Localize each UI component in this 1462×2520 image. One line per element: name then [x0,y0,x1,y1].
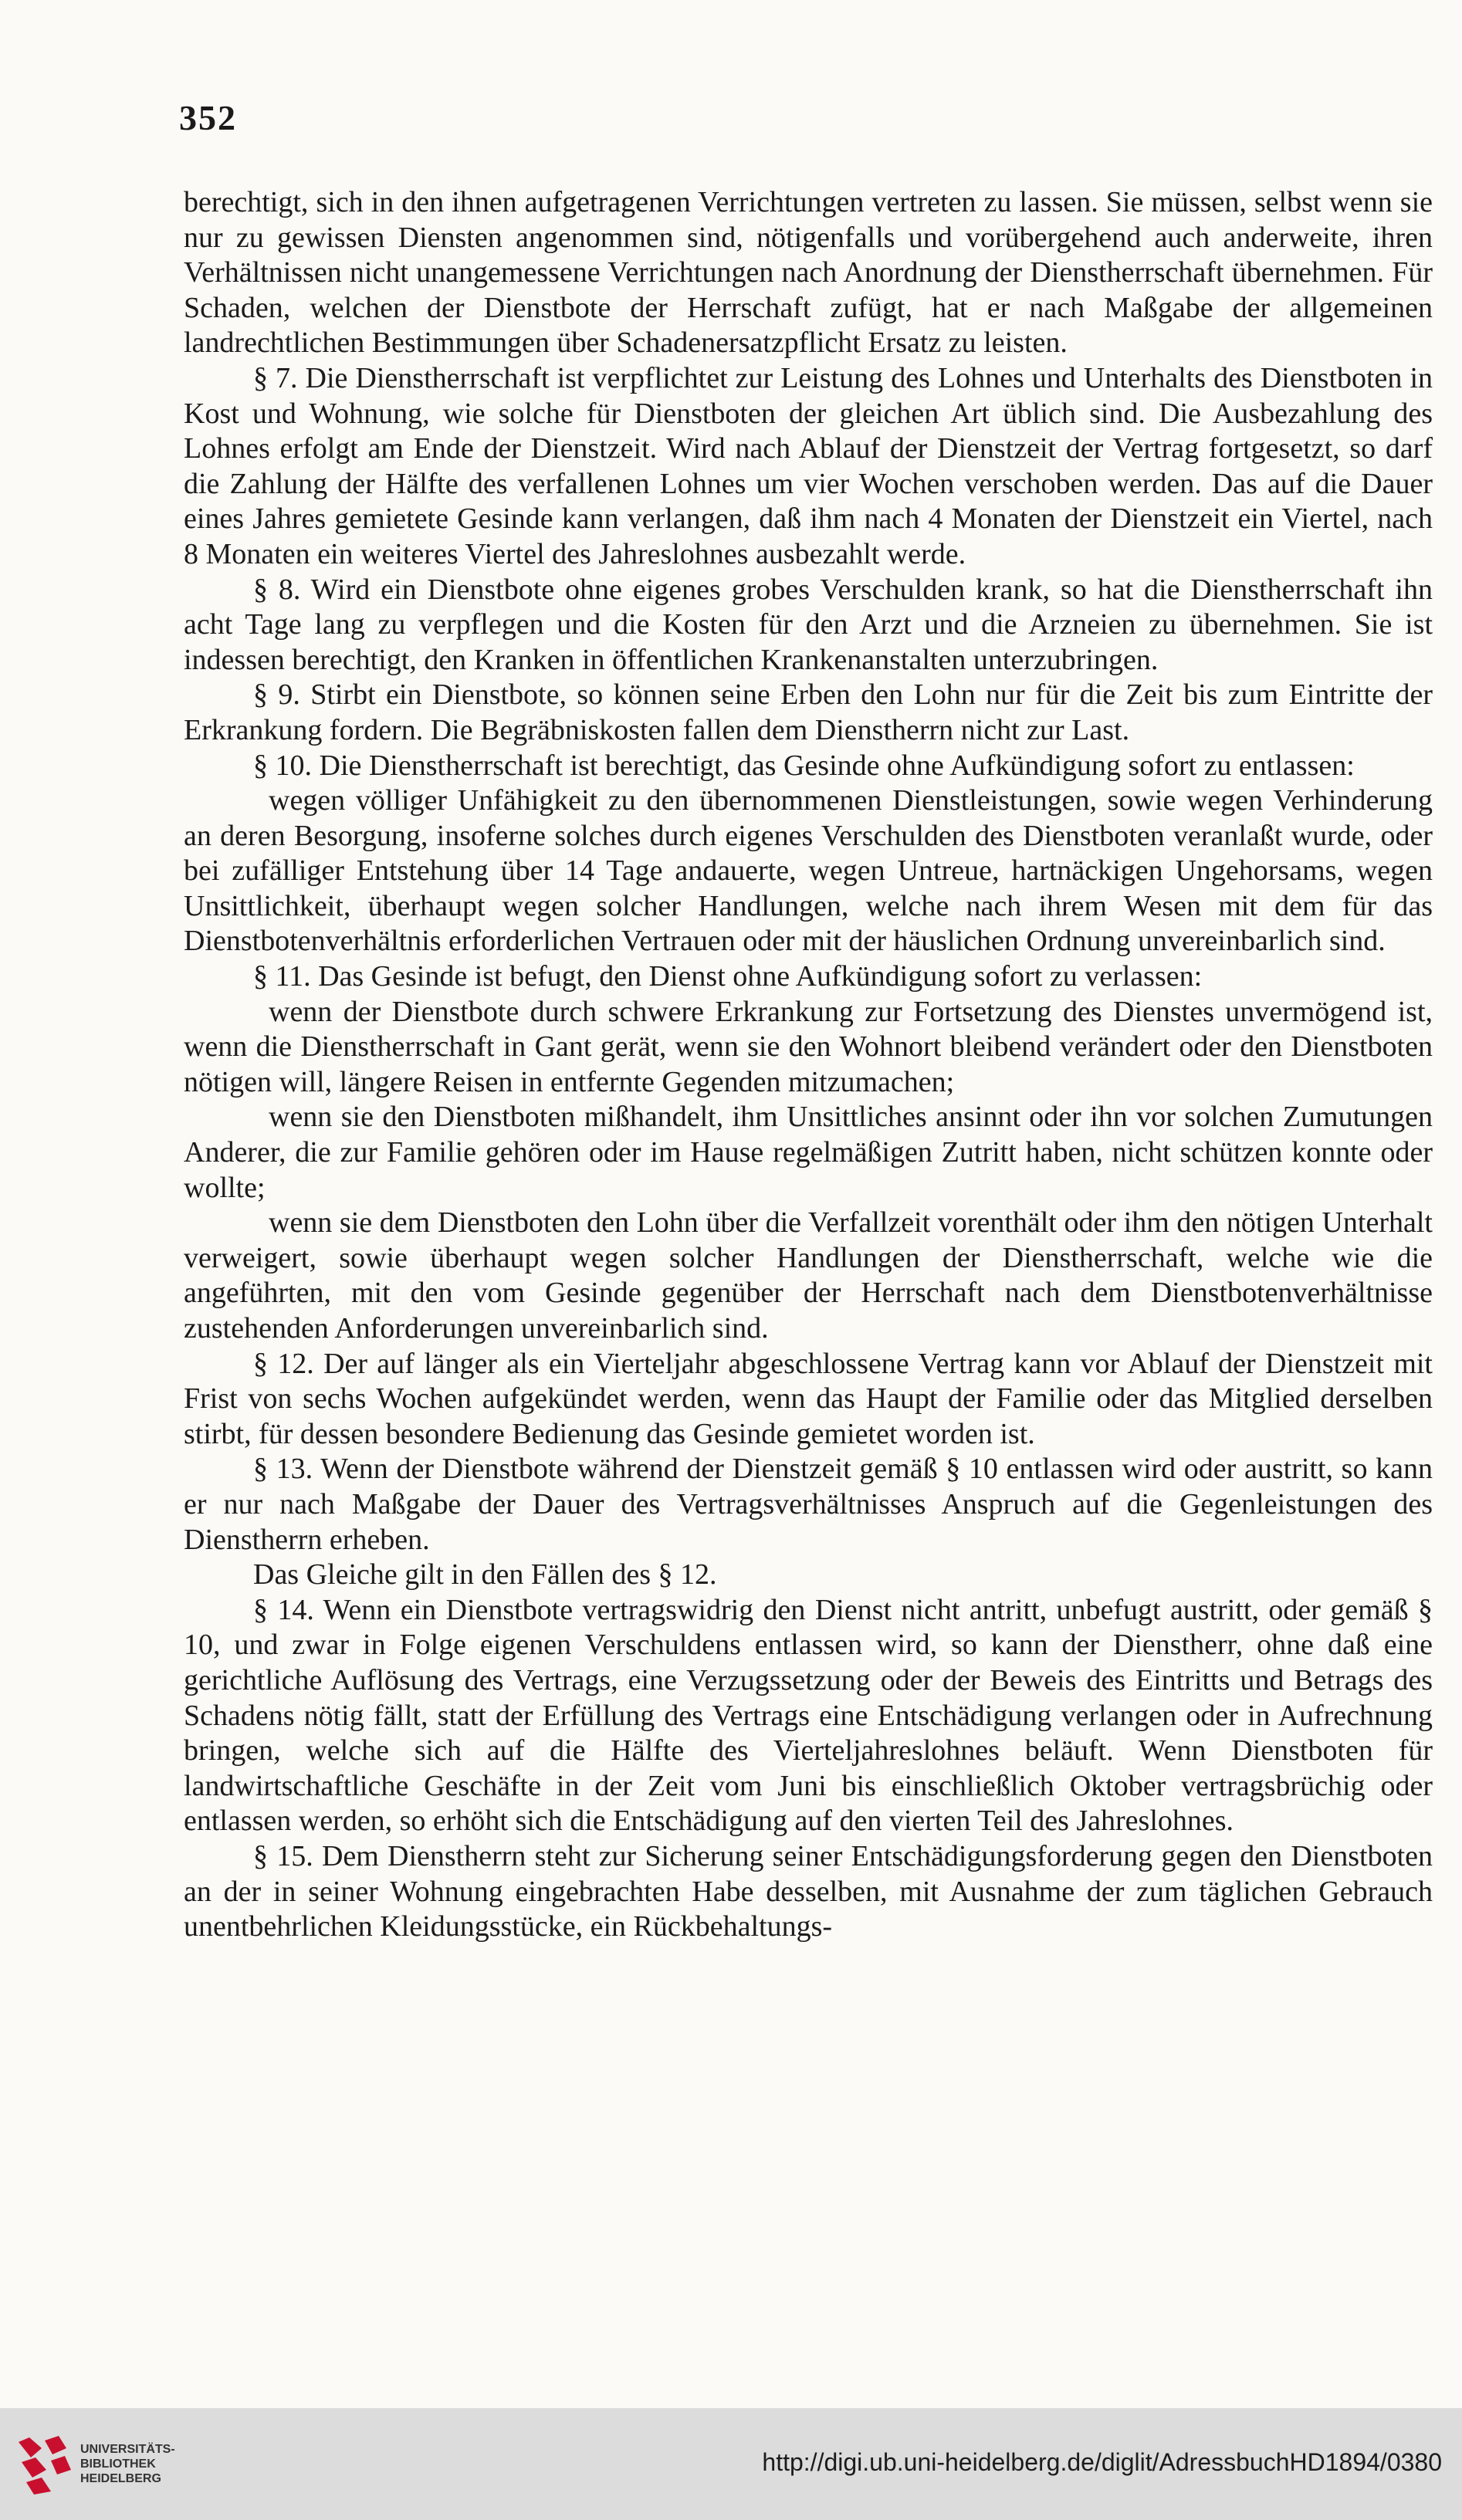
page-number: 352 [179,98,237,137]
paragraph-section-13: § 13. Wenn der Dienstbote während der Dienstzeit gemäß § 10 entlassen wird oder austritt, so kann er nur nach Maßgabe der Dauer des Vertragsverhältnisses Anspruch auf die Gegenleistungen des Dienstherrn erheben. [184,1453,1433,1556]
logo-line: UNIVERSITÄTS- [80,2443,175,2456]
logo-line: HEIDELBERG [80,2472,161,2485]
library-emblem-icon [15,2434,74,2496]
paragraph-section-7: § 7. Die Dienstherrschaft ist verpflichtet zur Leistung des Lohnes und Unterhalts des Dienstboten in Kost und Wohnung, wie solche für Dienstboten der gleichen Art üblich sind. Die Ausbezahlung des Lohnes erfolgt am Ende der Dienstzeit. Wird nach Ablauf der Dienstzeit der Vertrag fortgesetzt, so darf die Zahlung der Hälfte des verfallenen Lohnes um vier Wochen verschoben werden. Das auf die Dauer eines Jahres gemietete Gesinde kann verlangen, daß ihm nach 4 Monaten der Dienstzeit ein Viertel, nach 8 Monaten ein weiteres Viertel des Jahreslohnes ausbezahlt werde. [184,361,1433,570]
paragraph-section-10: § 10. Die Dienstherrschaft ist berechtigt, das Gesinde ohne Aufkündigung sofort zu entlassen: [253,749,1355,782]
logo-line: BIBLIOTHEK [80,2457,156,2471]
paragraph: berechtigt, sich in den ihnen aufgetragenen Verrichtungen vertreten zu lassen. Sie müssen, selbst wenn sie nur zu gewissen Diensten angenommen sind, nötigenfalls und vorübergehend auch anderweite, ihren Verhältnissen nicht unangemessene Verrichtungen nach Anordnung der Dienstherrschaft übernehmen. Für Schaden, welchen der Dienstbote der Herrschaft zufügt, hat er nach Maßgabe der allgemeinen landrechtlichen Bestimmungen über Schadenersatzpflicht Ersatz zu leisten. [184,186,1433,360]
paragraph-section-9: § 9. Stirbt ein Dienstbote, so können seine Erben den Lohn nur für die Zeit bis zum Eintritte der Erkrankung fordern. Die Begräbniskosten fallen dem Dienstherrn nicht zur Last. [184,678,1433,746]
footer-bar [0,2408,1462,2520]
university-library-logo[interactable] [15,2434,201,2496]
body-text [184,185,1433,1945]
paragraph-section-8: § 8. Wird ein Dienstbote ohne eigenes grobes Verschulden krank, so hat die Dienstherrschaft ihn acht Tage lang zu verpflegen und die Kosten für den Arzt und die Arzneien zu übernehmen. Sie ist indessen berechtigt, den Kranken in öffentlichen Krankenanstalten unterzubringen. [184,573,1433,676]
paragraph-section-10-clause: wegen völliger Unfähigkeit zu den übernommenen Dienstleistungen, sowie wegen Verhinderung an deren Besorgung, insoferne solches durch eigenes Verschulden des Dienstboten veranlaßt wurde, oder bei zufälliger Entstehung über 14 Tage andauerte, wegen Untreue, hartnäckigen Ungehorsams, wegen Unsittlichkeit, überhaupt wegen solcher Handlungen, welche nach ihrem Wesen mit dem für das Dienstbotenverhältnis erforderlichen Vertrauen oder mit der häuslichen Ordnung unvereinbarlich sind. [184,784,1433,958]
paragraph-section-11-clause-1: wenn der Dienstbote durch schwere Erkrankung zur Fortsetzung des Dienstes unvermögend ist, wenn die Dienstherrschaft in Gant gerät, wenn sie den Wohnort bleibend verändert oder den Dienstboten nötigen will, längere Reisen in entfernte Gegenden mitzumachen; [184,995,1433,1098]
paragraph-section-13-addendum: Das Gleiche gilt in den Fällen des § 12. [253,1558,717,1591]
library-name [80,2442,175,2486]
permalink-url[interactable]: http://digi.ub.uni-heidelberg.de/diglit/AdressbuchHD1894/0380 [762,2448,1442,2476]
paragraph-section-15: § 15. Dem Dienstherrn steht zur Sicherung seiner Entschädigungsforderung gegen den Dienstboten an der in seiner Wohnung eingebrachten Habe desselben, mit Ausnahme der zum täglichen Gebrauch unentbehrlichen Kleidungsstücke, ein Rückbehaltungs- [184,1839,1433,1943]
paragraph-section-12: § 12. Der auf länger als ein Vierteljahr abgeschlossene Vertrag kann vor Ablauf der Dienstzeit mit Frist von sechs Wochen aufgekündet werden, wenn das Haupt der Familie oder das Mitglied derselben stirbt, für dessen besondere Bedienung das Gesinde gemietet worden ist. [184,1347,1433,1450]
paragraph-section-14: § 14. Wenn ein Dienstbote vertragswidrig den Dienst nicht antritt, unbefugt austritt, oder gemäß § 10, und zwar in Folge eigenen Verschuldens entlassen wird, so kann der Dienstherr, ohne daß eine gerichtliche Auflösung des Vertrags, eine Verzugssetzung oder der Beweis des Eintritts und Betrags des Schadens nötig fällt, statt der Erfüllung des Vertrags eine Entschädigung verlangen oder in Aufrechnung bringen, welche sich auf die Hälfte des Vierteljahreslohnes beläuft. Wenn Dienstboten für landwirtschaftliche Geschäfte in der Zeit vom Juni bis einschließlich Oktober vertragsbrüchig oder entlassen werden, so erhöht sich die Entschädigung auf den vierten Teil des Jahreslohnes. [184,1593,1433,1838]
paragraph-section-11-clause-3: wenn sie dem Dienstboten den Lohn über die Verfallzeit vorenthält oder ihm den nötigen Unterhalt verweigert, sowie überhaupt wegen solcher Handlungen der Dienstherrschaft, welche wie die angeführten, mit den vom Gesinde gegenüber der Herrschaft nach dem Dienstbotenverhältnisse zustehenden Anforderungen unvereinbarlich sind. [184,1206,1433,1345]
paragraph-section-11-clause-2: wenn sie den Dienstboten mißhandelt, ihm Unsittliches ansinnt oder ihn vor solchen Zumutungen Anderer, die zur Familie gehören oder im Hause regelmäßigen Zutritt haben, nicht schützen konnte oder wollte; [184,1101,1433,1204]
paragraph-section-11: § 11. Das Gesinde ist befugt, den Dienst ohne Aufkündigung sofort zu verlassen: [253,960,1203,993]
